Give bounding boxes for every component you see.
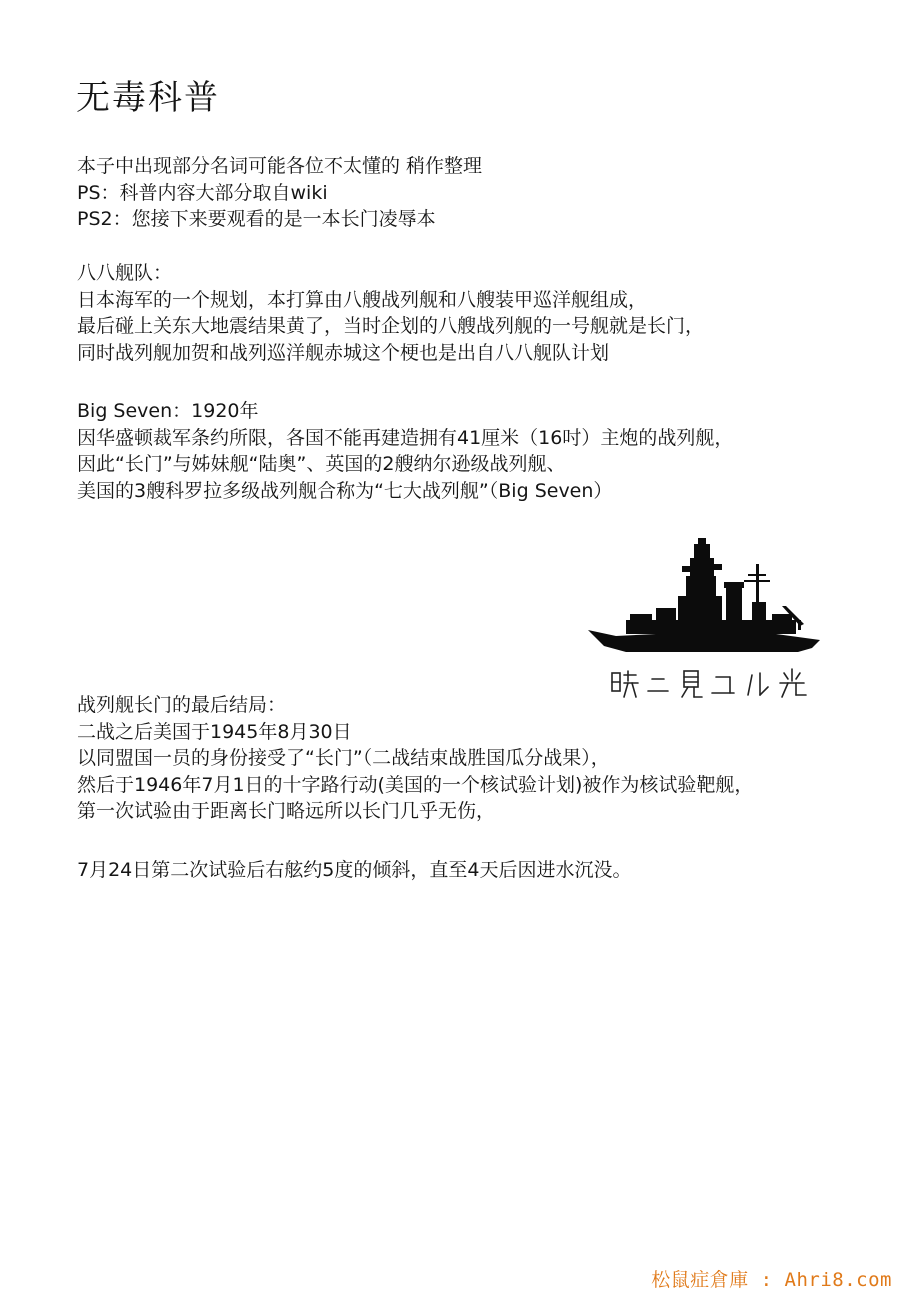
section-line: 因华盛顿裁军条约所限，各国不能再建造拥有41厘米（16吋）主炮的战列舰， xyxy=(77,426,734,449)
section-heading: Big Seven：1920年 xyxy=(77,400,259,422)
section-line: 以同盟国一员的身份接受了“长门”（二战结束战胜国瓜分战果）， xyxy=(77,747,610,769)
section-line: 最后碰上关东大地震结果黄了，当时企划的八艘战列舰的一号舰就是长门， xyxy=(77,315,705,337)
page-title: 无毒科普 xyxy=(76,78,220,118)
section-line: 二战之后美国于1945年8月30日 xyxy=(77,720,352,743)
eight-eight-fleet-section xyxy=(77,260,704,366)
section-line: 同时战列舰加贺和战列巡洋舰赤城这个梗也是出自八八舰队计划 xyxy=(77,341,610,364)
big-seven-section xyxy=(77,398,733,504)
section-line: 日本海军的一个规划，本打算由八艘战列舰和八艘装甲巡洋舰组成， xyxy=(77,288,648,311)
section-line: 7月24日第二次试验后右舷约5度的倾斜，直至4天后因进水沉没。 xyxy=(77,859,632,881)
section-heading: 八八舰队： xyxy=(77,262,173,284)
section-heading: 战列舰长门的最后结局： xyxy=(77,694,287,716)
section-line: 然后于1946年7月1日的十字路行动(美国的一个核试验计划)被作为核试验靶舰， xyxy=(77,773,754,796)
final-fate-section xyxy=(77,692,753,825)
sinking-section xyxy=(77,857,631,884)
section-line: 美国的3艘科罗拉多级战列舰合称为“七大战列舰”（Big Seven） xyxy=(77,479,613,502)
intro-line: PS2：您接下来要观看的是一本长门凌辱本 xyxy=(77,208,436,230)
watermark-text: 松鼠症倉庫 : Ahri8.com xyxy=(651,1269,892,1291)
intro-line: 本子中出现部分名词可能各位不太懂的 稍作整理 xyxy=(77,155,483,177)
section-line: 因此“长门”与姊妹舰“陆奥”、英国的2艘纳尔逊级战列舰、 xyxy=(77,453,566,475)
section-line: 第一次试验由于距离长门略远所以长门几乎无伤， xyxy=(77,800,496,822)
intro-line: PS：科普内容大部分取自wiki xyxy=(77,181,328,204)
intro-section xyxy=(77,153,482,233)
